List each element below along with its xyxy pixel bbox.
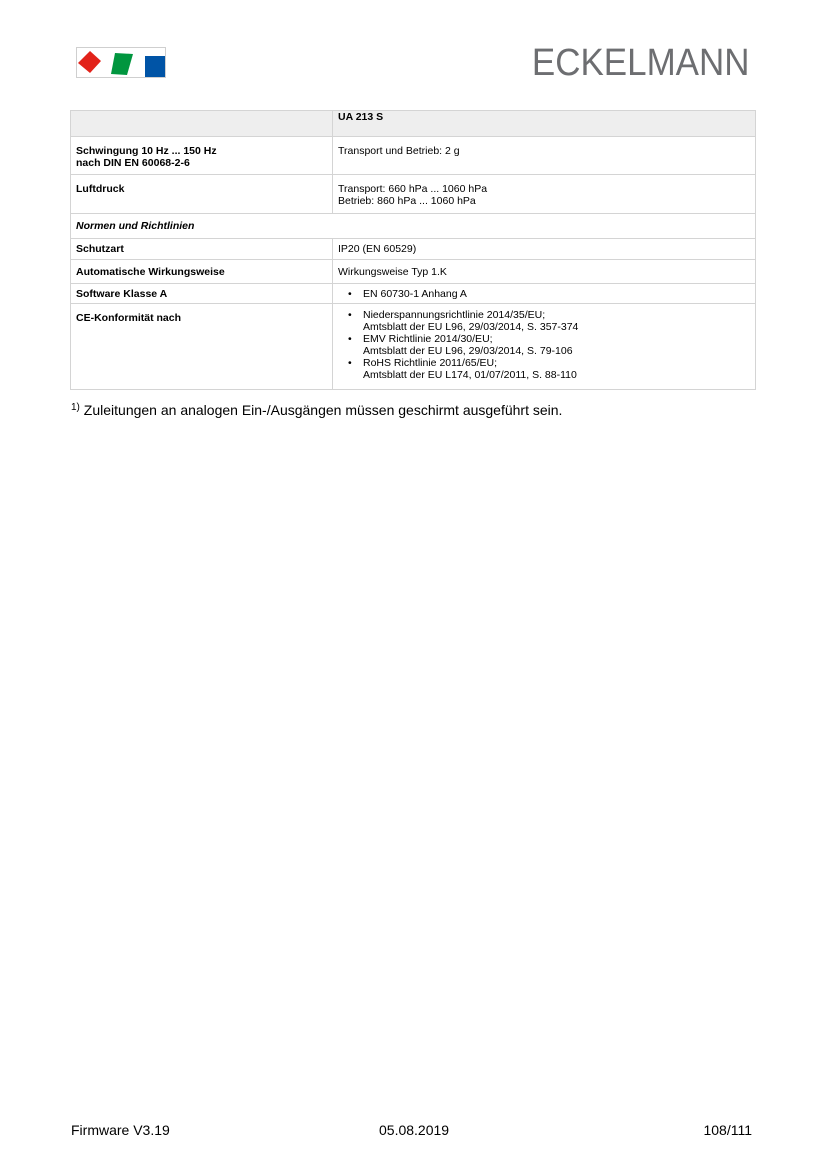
row-label: Luftdruck xyxy=(71,175,333,214)
row-value xyxy=(333,284,756,304)
row-label: Schwingung 10 Hz ... 150 Hz nach DIN EN 60068-2-6 xyxy=(71,137,333,175)
row-label: CE-Konformität nach xyxy=(71,304,333,390)
row-value xyxy=(333,304,756,390)
row-value: Wirkungsweise Typ 1.K xyxy=(333,260,756,284)
eckelmann-logo xyxy=(76,47,166,78)
footnote-marker: 1) xyxy=(71,402,80,413)
table-row xyxy=(71,260,756,284)
section-row xyxy=(71,214,756,239)
bullet-item: • EMV Richtlinie 2014/30/EU; Amtsblatt der EU L96, 29/03/2014, S. 79-106 xyxy=(363,333,750,357)
footer-firmware: Firmware V3.19 xyxy=(71,1122,170,1138)
table-row xyxy=(71,175,756,214)
footer-page-number: 108/111 xyxy=(703,1122,752,1138)
bullet-item: • Niederspannungsrichtlinie 2014/35/EU; Amtsblatt der EU L96, 29/03/2014, S. 357-374 xyxy=(363,309,750,333)
logo-red-square xyxy=(78,51,101,73)
section-title: Normen und Richtlinien xyxy=(71,214,756,239)
header-empty-cell xyxy=(71,111,333,137)
bullet-item: • RoHS Richtlinie 2011/65/EU; Amtsblatt der EU L174, 01/07/2011, S. 88-110 xyxy=(363,357,750,381)
footnote-text: Zuleitungen an analogen Ein-/Ausgängen müssen geschirmt ausgeführt sein. xyxy=(83,402,563,418)
row-label: Automatische Wirkungsweise xyxy=(71,260,333,284)
logo-green-square xyxy=(111,53,133,75)
logo-blue-square xyxy=(145,56,165,77)
table-row xyxy=(71,284,756,304)
table-header-row xyxy=(71,111,756,137)
footnote xyxy=(71,402,562,418)
brand-wordmark: ECKELMANN xyxy=(531,42,749,84)
row-label: Schutzart xyxy=(71,239,333,260)
table-row xyxy=(71,137,756,175)
bullet-item: • EN 60730-1 Anhang A xyxy=(363,288,750,300)
row-label: Software Klasse A xyxy=(71,284,333,304)
column-header: UA 213 S xyxy=(333,111,756,137)
row-value: Transport: 660 hPa ... 1060 hPa Betrieb: 860 hPa ... 1060 hPa xyxy=(333,175,756,214)
table-row xyxy=(71,239,756,260)
spec-table xyxy=(70,110,756,390)
footer-date: 05.08.2019 xyxy=(379,1122,450,1138)
row-value: IP20 (EN 60529) xyxy=(333,239,756,260)
row-value: Transport und Betrieb: 2 g xyxy=(333,137,756,175)
table-row xyxy=(71,304,756,390)
